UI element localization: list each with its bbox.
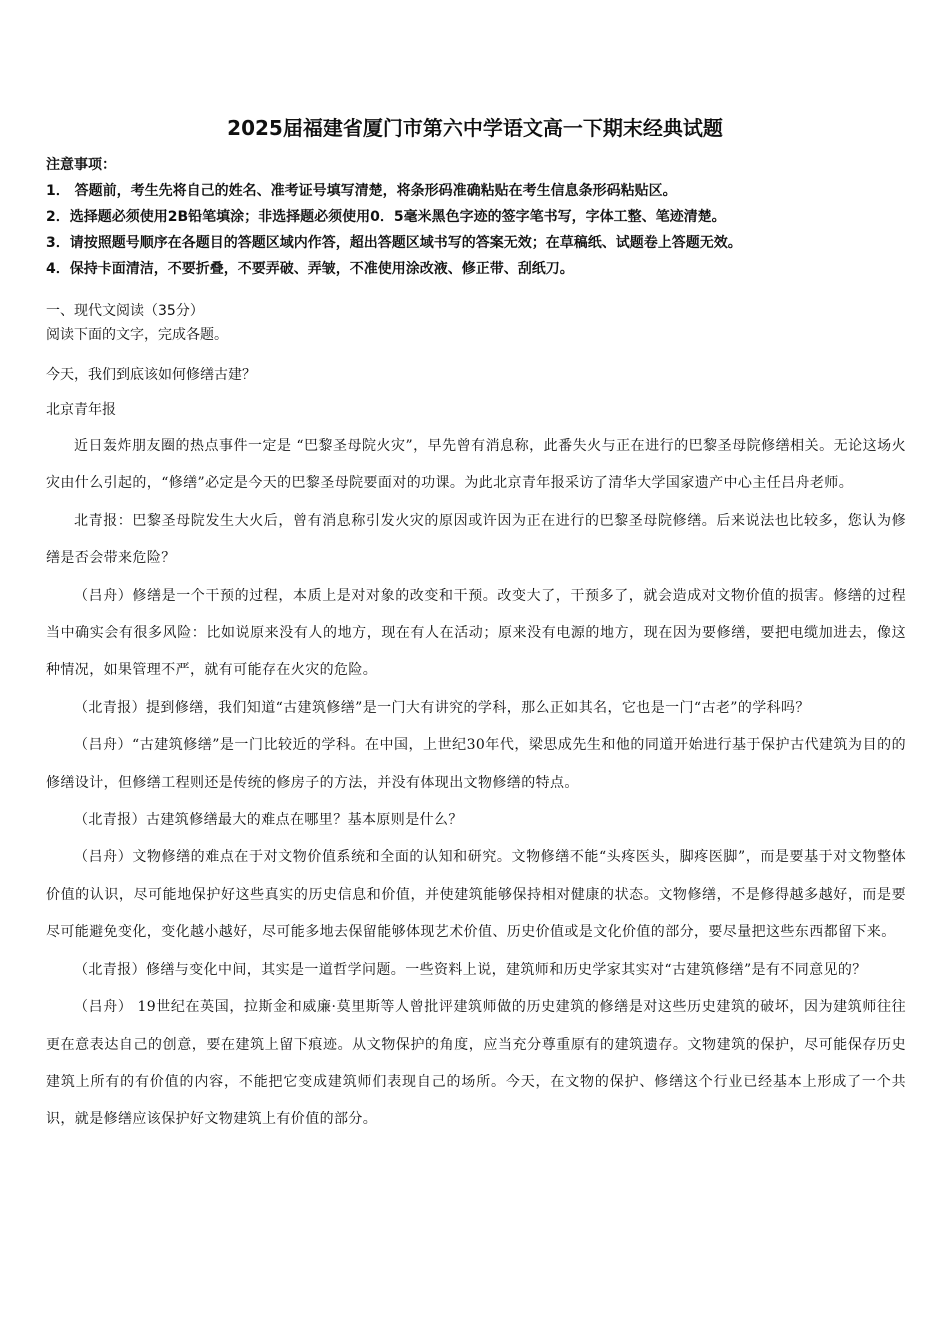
- article-paragraph: （吕舟） 19世纪在英国，拉斯金和威廉·莫里斯等人曾批评建筑师做的历史建筑的修缮是对这些历史建筑的破坏，因为建筑师往往更在意表达自己的创意，要在建筑上留下痕迹。从文物保护的角度，应当充分尊重原有的建筑遗存。文物建筑的保护，尽可能保存历史建筑上所有的有价值的内容，不能把它变成建筑师们表现自己的场所。今天，在文物的保护、修缮这个行业已经基本上形成了一个共识，就是修缮应该保护好文物建筑上有价值的部分。: [46, 999, 906, 1128]
- article-paragraph: （吕舟）修缮是一个干预的过程，本质上是对对象的改变和干预。改变大了，干预多了，就会造成对文物价值的损害。修缮的过程当中确实会有很多风险：比如说原来没有人的地方，现在有人在活动；原来没有电源的地方，现在因为要修缮，要把电缆加进去，像这种情况，如果管理不严，就有可能存在火灾的危险。: [46, 587, 906, 679]
- article-paragraph: 近日轰炸朋友圈的热点事件一定是 “巴黎圣母院火灾”，早先曾有消息称，此番失火与正在进行的巴黎圣母院修缮相关。无论这场火灾由什么引起的，“修缮”必定是今天的巴黎圣母院要面对的功课。为此北京青年报采访了清华大学国家遗产中心主任吕舟老师。: [46, 438, 906, 492]
- notice-item: 4．保持卡面清洁，不要折叠，不要弄破、弄皱，不准使用涂改液、修正带、刮纸刀。: [46, 261, 574, 277]
- article-paragraph: （北青报）古建筑修缮最大的难点在哪里？基本原则是什么？: [74, 812, 463, 829]
- notice-item: 3．请按照题号顺序在各题目的答题区域内作答，超出答题区域书写的答案无效；在草稿纸、试题卷上答题无效。: [46, 235, 742, 251]
- article-source: 北京青年报: [46, 402, 116, 418]
- reading-section: [46, 298, 906, 1139]
- section-instruction: 阅读下面的文字，完成各题。: [46, 327, 228, 343]
- article-paragraph: （北青报）修缮与变化中间，其实是一道哲学问题。一些资料上说，建筑师和历史学家其实对“古建筑修缮”是有不同意见的？: [74, 961, 867, 978]
- notice-item: 1． 答题前，考生先将自己的姓名、准考证号填写清楚，将条形码准确粘贴在考生信息条形码粘贴区。: [46, 183, 677, 199]
- document-title: 2025届福建省厦门市第六中学语文高一下期末经典试题: [227, 116, 723, 140]
- section-heading: 一、现代文阅读（35分）: [46, 303, 204, 319]
- article-paragraph: （吕舟）文物修缮的难点在于对文物价值系统和全面的认知和研究。文物修缮不能“头疼医头，脚疼医脚”，而是要基于对文物整体价值的认识，尽可能地保护好这些真实的历史信息和价值，并使建筑能够保持相对健康的状态。文物修缮，不是修得越多越好，而是要尽可能避免变化，变化越小越好，尽可能多地去保留能够体现艺术价值、历史价值或是文化价值的部分，要尽量把这些东西都留下来。: [46, 849, 906, 941]
- article-paragraph: （吕舟）“古建筑修缮”是一门比较近的学科。在中国，上世纪30年代，梁思成先生和他的同道开始进行基于保护古代建筑为目的的修缮设计，但修缮工程则还是传统的修房子的方法，并没有体现出文物修缮的特点。: [46, 737, 906, 791]
- article-paragraph: 北青报：巴黎圣母院发生大火后，曾有消息称引发火灾的原因或许因为正在进行的巴黎圣母院修缮。后来说法也比较多，您认为修缮是否会带来危险？: [46, 512, 906, 567]
- article-paragraph: （北青报）提到修缮，我们知道“古建筑修缮”是一门大有讲究的学科，那么正如其名，它也是一门“古老”的学科吗？: [74, 699, 810, 716]
- notice-item: 2．选择题必须使用2B铅笔填涂；非选择题必须使用0．5毫米黑色字迹的签字笔书写，字体工整、笔迹清楚。: [46, 209, 726, 225]
- notice-block: [46, 152, 906, 282]
- article-title: 今天，我们到底该如何修缮古建？: [46, 367, 256, 383]
- notice-heading: 注意事项：: [46, 157, 116, 173]
